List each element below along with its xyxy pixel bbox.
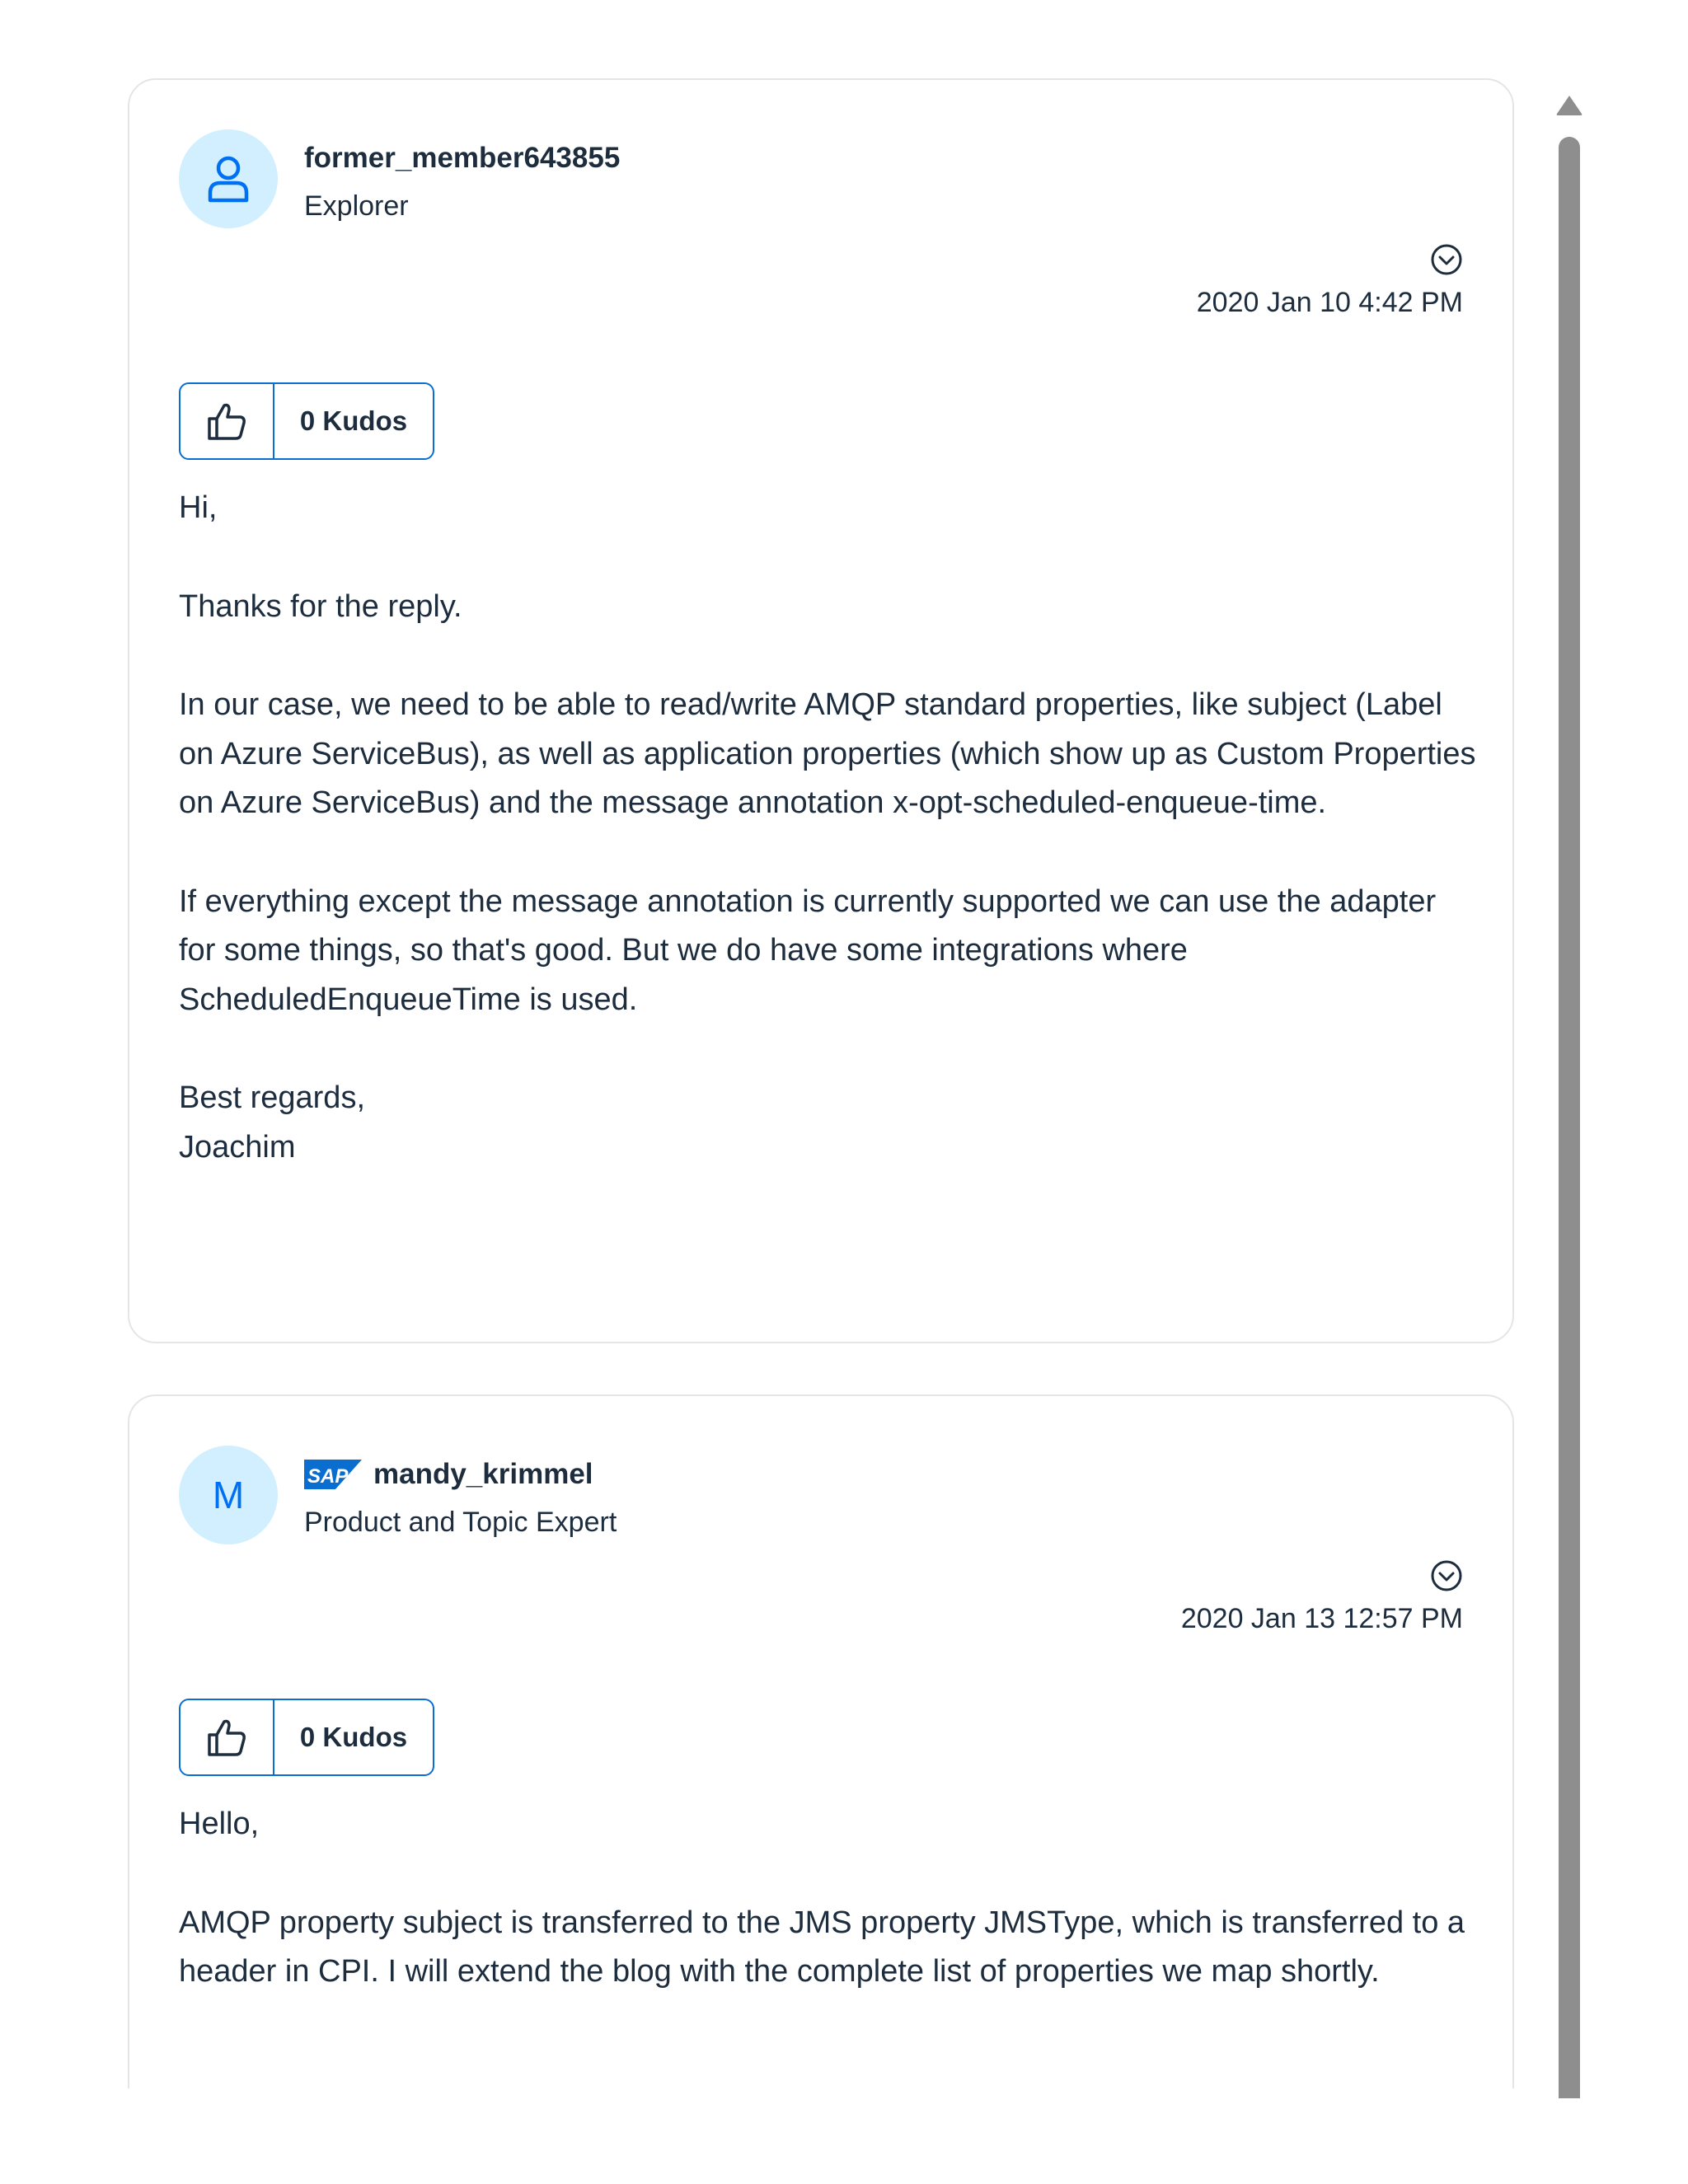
kudos-button[interactable] [181,1700,274,1774]
reply-card [128,1394,1514,2088]
options-chevron-down-icon[interactable] [1430,1559,1463,1592]
post-paragraph: In our case, we need to be able to read/write AMQP standard properties, like subject (Label on Azure ServiceBus), as well as application properties (which show up as Custom Properties on Azure ServiceBus) and the message annotation x-opt-scheduled-enqueue-time. [179,687,1476,820]
avatar[interactable] [179,1446,278,1544]
options-chevron-down-icon[interactable] [1430,243,1463,276]
thumbs-up-icon [206,1717,247,1758]
author-info [304,138,620,227]
scrollbar-thumb[interactable] [1559,137,1580,2098]
post-timestamp: 2020 Jan 10 4:42 PM [1196,287,1463,318]
post-paragraph: Joachim [179,1129,296,1165]
post-timestamp: 2020 Jan 13 12:57 PM [1180,1603,1463,1634]
author-info [304,1454,617,1543]
person-icon [206,154,251,204]
author-name-link[interactable]: mandy_krimmel [373,1458,593,1490]
post-paragraph: Hello, [179,1807,260,1841]
kudos-count: 0 Kudos [299,1722,408,1752]
post-paragraph: Hi, [179,490,218,525]
kudos-count: 0 Kudos [299,405,408,436]
avatar-initial: M [212,1474,245,1516]
post-paragraph: If everything except the message annotation is currently supported we can use the adapter for some things, so that's good. But we do have some integrations where ScheduledEnqueueTime is used. [179,883,1437,1017]
reply-card [128,78,1514,1343]
post-paragraph: Best regards, [179,1080,365,1115]
scroll-up-arrow-icon[interactable] [1553,91,1586,120]
kudos-widget [179,382,434,460]
kudos-widget [179,1699,434,1776]
author-rank: Explorer [304,190,409,222]
kudos-button[interactable] [181,384,274,458]
svg-text:SAP: SAP [307,1465,349,1488]
author-name-link[interactable]: former_member643855 [304,142,621,174]
vertical-scrollbar[interactable] [1553,91,1586,2093]
post-body [179,484,1481,1172]
avatar[interactable] [179,129,278,228]
thumbs-up-icon [206,401,247,442]
sap-logo-icon [304,1458,362,1491]
post-paragraph: Thanks for the reply. [179,588,462,624]
post-paragraph: AMQP property subject is transferred to the JMS property JMSType, which is transferred to a header in CPI. I will extend the blog with the complete list of properties we map shortly. [179,1905,1465,1989]
post-body [179,1800,1481,2046]
author-rank: Product and Topic Expert [304,1507,617,1538]
